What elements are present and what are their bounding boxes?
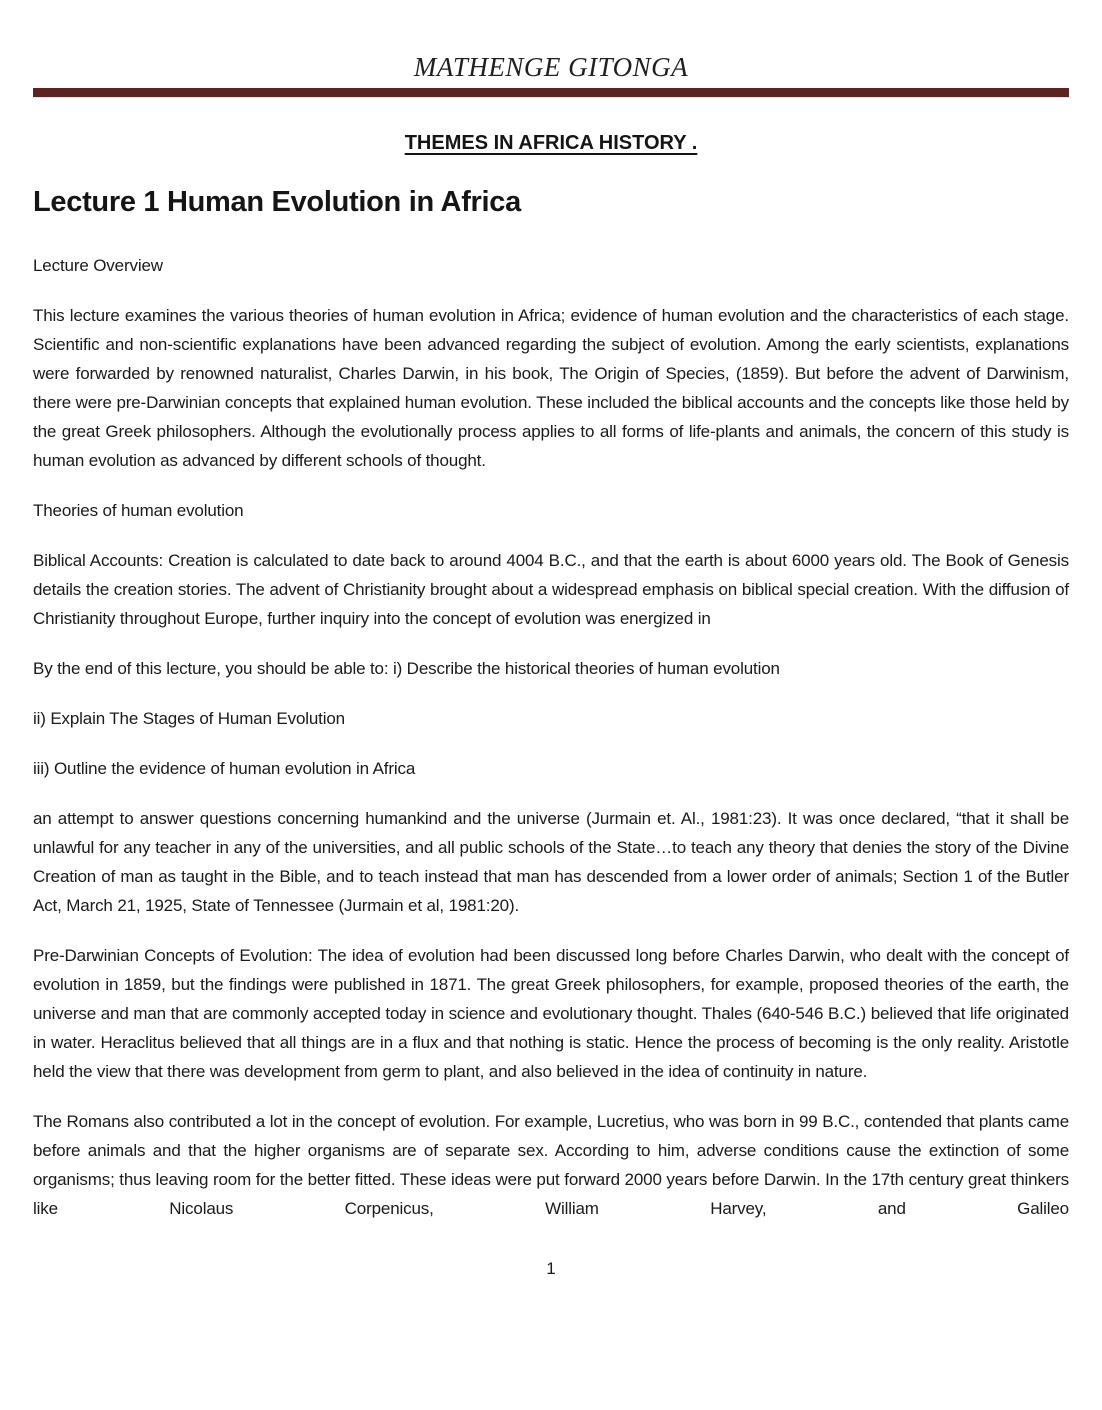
- paragraph-biblical-accounts: Biblical Accounts: Creation is calculated to date back to around 4004 B.C., and that the earth is about 6000 years old. The Book of Genesis details the creation stories. The advent of Christianity brought about a widespread emphasis on biblical special creation. With the diffusion of Christianity throughout Europe, further inquiry into the concept of evolution was energized in: [33, 551, 1069, 628]
- course-title: THEMES IN AFRICA HISTORY .: [404, 132, 698, 154]
- page-number: 1: [546, 1259, 556, 1278]
- paragraph-butler-act-quote: an attempt to answer questions concerning humankind and the universe (Jurmain et. Al., 1981:23). It was once declared, “that it shall be unlawful for any teacher in any of the universities, and all public schools of the State…to teach any theory that denies the story of the Divine Creation of man as taught in the Bible, and to teach instead that man has descended from a lower order of animals; Section 1 of the Butler Act, March 21, 1925, State of Tennessee (Jurmain et al, 1981:20).: [33, 809, 1069, 915]
- lecture-title: Lecture 1 Human Evolution in Africa: [33, 186, 521, 218]
- document-body: [33, 251, 1069, 1223]
- paragraph-lecture-overview-label: Lecture Overview: [33, 256, 163, 275]
- document-footer: [33, 1254, 1069, 1283]
- header-rule-divider: [33, 88, 1069, 98]
- paragraph-objective-i: By the end of this lecture, you should be able to: i) Describe the historical theories of human evolution: [33, 659, 780, 678]
- paragraph-romans-contribution: The Romans also contributed a lot in the concept of evolution. For example, Lucretius, who was born in 99 B.C., contended that plants came before animals and that the higher organisms are of separate sex. According to him, adverse conditions cause the extinction of some organisms; thus leaving room for the better fitted. These ideas were put forward 2000 years before Darwin. In the 17th century great thinkers like Nicolaus Corpenicus, William Harvey, and Galileo: [33, 1112, 1069, 1218]
- paragraph-objective-iii: iii) Outline the evidence of human evolution in Africa: [33, 759, 416, 778]
- paragraph-lecture-overview: This lecture examines the various theories of human evolution in Africa; evidence of human evolution and the characteristics of each stage. Scientific and non-scientific explanations have been advanced regarding the subject of evolution. Among the early scientists, explanations were forwarded by renowned naturalist, Charles Darwin, in his book, The Origin of Species, (1859). But before the advent of Darwinism, there were pre-Darwinian concepts that explained human evolution. These included the biblical accounts and the concepts like those held by the great Greek philosophers. Although the evolutionally process applies to all forms of life-plants and animals, the concern of this study is human evolution as advanced by different schools of thought.: [33, 306, 1069, 470]
- author-title: MATHENGE GITONGA: [413, 52, 689, 82]
- paragraph-objective-ii: ii) Explain The Stages of Human Evolution: [33, 709, 345, 728]
- paragraph-theories-heading: Theories of human evolution: [33, 501, 244, 520]
- paragraph-pre-darwinian-concepts: Pre-Darwinian Concepts of Evolution: The idea of evolution had been discussed long before Charles Darwin, who dealt with the concept of evolution in 1859, but the findings were published in 1871. The great Greek philosophers, for example, proposed theories of the earth, the universe and man that are commonly accepted today in science and evolutionary thought. Thales (640-546 B.C.) believed that life originated in water. Heraclitus believed that all things are in a flux and that nothing is static. Hence the process of becoming is the only reality. Aristotle held the view that there was development from germ to plant, and also believed in the idea of continuity in nature.: [33, 946, 1069, 1081]
- document-header: [33, 52, 1069, 98]
